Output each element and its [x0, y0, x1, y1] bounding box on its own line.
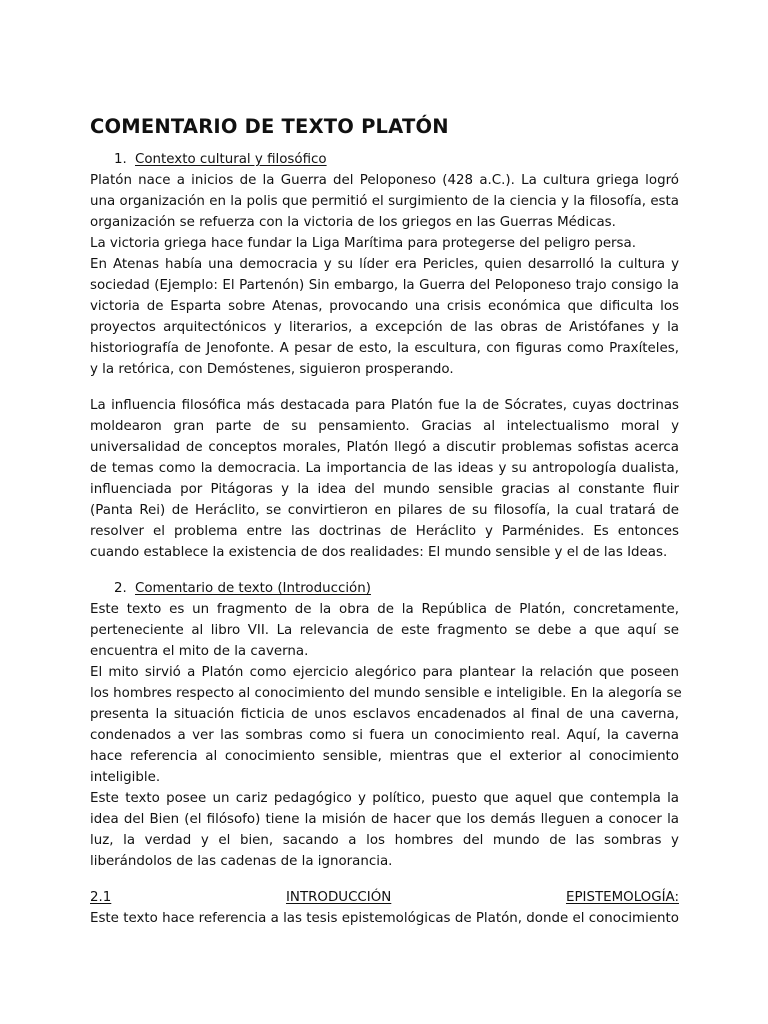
- document-title: COMENTARIO DE TEXTO PLATÓN: [90, 115, 449, 138]
- paragraph-line: y la retórica, con Demóstenes, siguieron prosperando.: [90, 362, 454, 377]
- paragraph-line: La victoria griega hace fundar la Liga Marítima para protegerse del peligro persa.: [90, 236, 636, 251]
- paragraph-line: historiografía de Jenofonte. A pesar de esto, la escultura, con figuras como Praxíteles,: [90, 341, 679, 356]
- paragraph-line: una organización en la polis que permitió el surgimiento de la ciencia y la filosofía, esta: [90, 194, 679, 209]
- paragraph-line: influenciada por Pitágoras y la idea del mundo sensible gracias al constante fluir: [90, 482, 679, 497]
- paragraph-line: sociedad (Ejemplo: El Partenón) Sin embargo, la Guerra del Peloponeso trajo consigo la: [90, 278, 679, 293]
- paragraph-line: perteneciente al libro VII. La relevancia de este fragmento se debe a que aquí se: [90, 623, 679, 638]
- paragraph-line: condenados a ver las sombras como si fuera un conocimiento real. Aquí, la caverna: [90, 728, 679, 743]
- paragraph-line: Platón nace a inicios de la Guerra del Peloponeso (428 a.C.). La cultura griega logró: [90, 173, 679, 188]
- paragraph-line: encuentra el mito de la caverna.: [90, 644, 309, 659]
- paragraph-line: La influencia filosófica más destacada para Platón fue la de Sócrates, cuyas doctrinas: [90, 398, 679, 413]
- paragraph-line: luz, la verdad y el bien, sacando a los hombres del mundo de las sombras y: [90, 833, 679, 848]
- section-2-1-heading: [90, 887, 679, 908]
- document-page: [90, 0, 682, 1024]
- section-2-1-number: 2.1: [90, 890, 112, 905]
- paragraph-line: Este texto es un fragmento de la obra de la República de Platón, concretamente,: [90, 602, 679, 617]
- paragraph-line: universalidad de conceptos morales, Platón llegó a discutir problemas sofistas acerca: [90, 440, 679, 455]
- paragraph-line: organización se refuerza con la victoria de los griegos en las Guerras Médicas.: [90, 215, 616, 230]
- paragraph-line: idea del Bien (el filósofo) tiene la misión de hacer que los demás lleguen a conocer la: [90, 812, 679, 827]
- paragraph-line: liberándolos de las cadenas de la ignorancia.: [90, 854, 393, 869]
- paragraph-line: Este texto hace referencia a las tesis epistemológicas de Platón, donde el conocimiento: [90, 911, 679, 926]
- paragraph-line: los hombres respecto al conocimiento del mundo sensible e inteligible. En la alegoría se: [90, 686, 682, 701]
- paragraph-line: victoria de Esparta sobre Atenas, provocando una crisis económica que dificulta los: [90, 299, 679, 314]
- paragraph-line: resolver el problema entre las doctrinas de Heráclito y Parménides. Es entonces: [90, 524, 679, 539]
- section-2-1-word-epistemologia: EPISTEMOLOGÍA:: [565, 890, 679, 905]
- paragraph-line: El mito sirvió a Platón como ejercicio alegórico para plantear la relación que poseen: [90, 665, 679, 680]
- paragraph-line: presenta la situación ficticia de unos esclavos encadenados al final de una caverna,: [90, 707, 679, 722]
- paragraph-line: de temas como la democracia. La importancia de las ideas y su antropología dualista,: [90, 461, 679, 476]
- section-2-number: 2.: [114, 581, 127, 596]
- paragraph-line: En Atenas había una democracia y su líder era Pericles, quien desarrolló la cultura y: [90, 257, 679, 272]
- paragraph-line: moldearon gran parte de su pensamiento. Gracias al intelectualismo moral y: [90, 419, 679, 434]
- paragraph-line: (Panta Rei) de Heráclito, se convirtieron en pilares de su filosofía, la cual tratará de: [90, 503, 679, 518]
- section-2-1-word-introduccion: INTRODUCCIÓN: [285, 890, 392, 905]
- paragraph-line: inteligible.: [90, 770, 161, 785]
- paragraph-line: cuando establece la existencia de dos realidades: El mundo sensible y el de las Ideas.: [90, 545, 668, 560]
- section-1-title: Contexto cultural y filosófico: [135, 152, 327, 167]
- section-1-heading: [90, 149, 327, 170]
- paragraph-line: hace referencia al conocimiento sensible, mientras que el exterior al conocimiento: [90, 749, 679, 764]
- paragraph-line: proyectos arquitectónicos y literarios, a excepción de las obras de Aristófanes y la: [90, 320, 679, 335]
- section-1-number: 1.: [114, 152, 127, 167]
- paragraph-line: Este texto posee un cariz pedagógico y político, puesto que aquel que contempla la: [90, 791, 679, 806]
- section-2-heading: [90, 578, 371, 599]
- section-2-title: Comentario de texto (Introducción): [135, 581, 371, 596]
